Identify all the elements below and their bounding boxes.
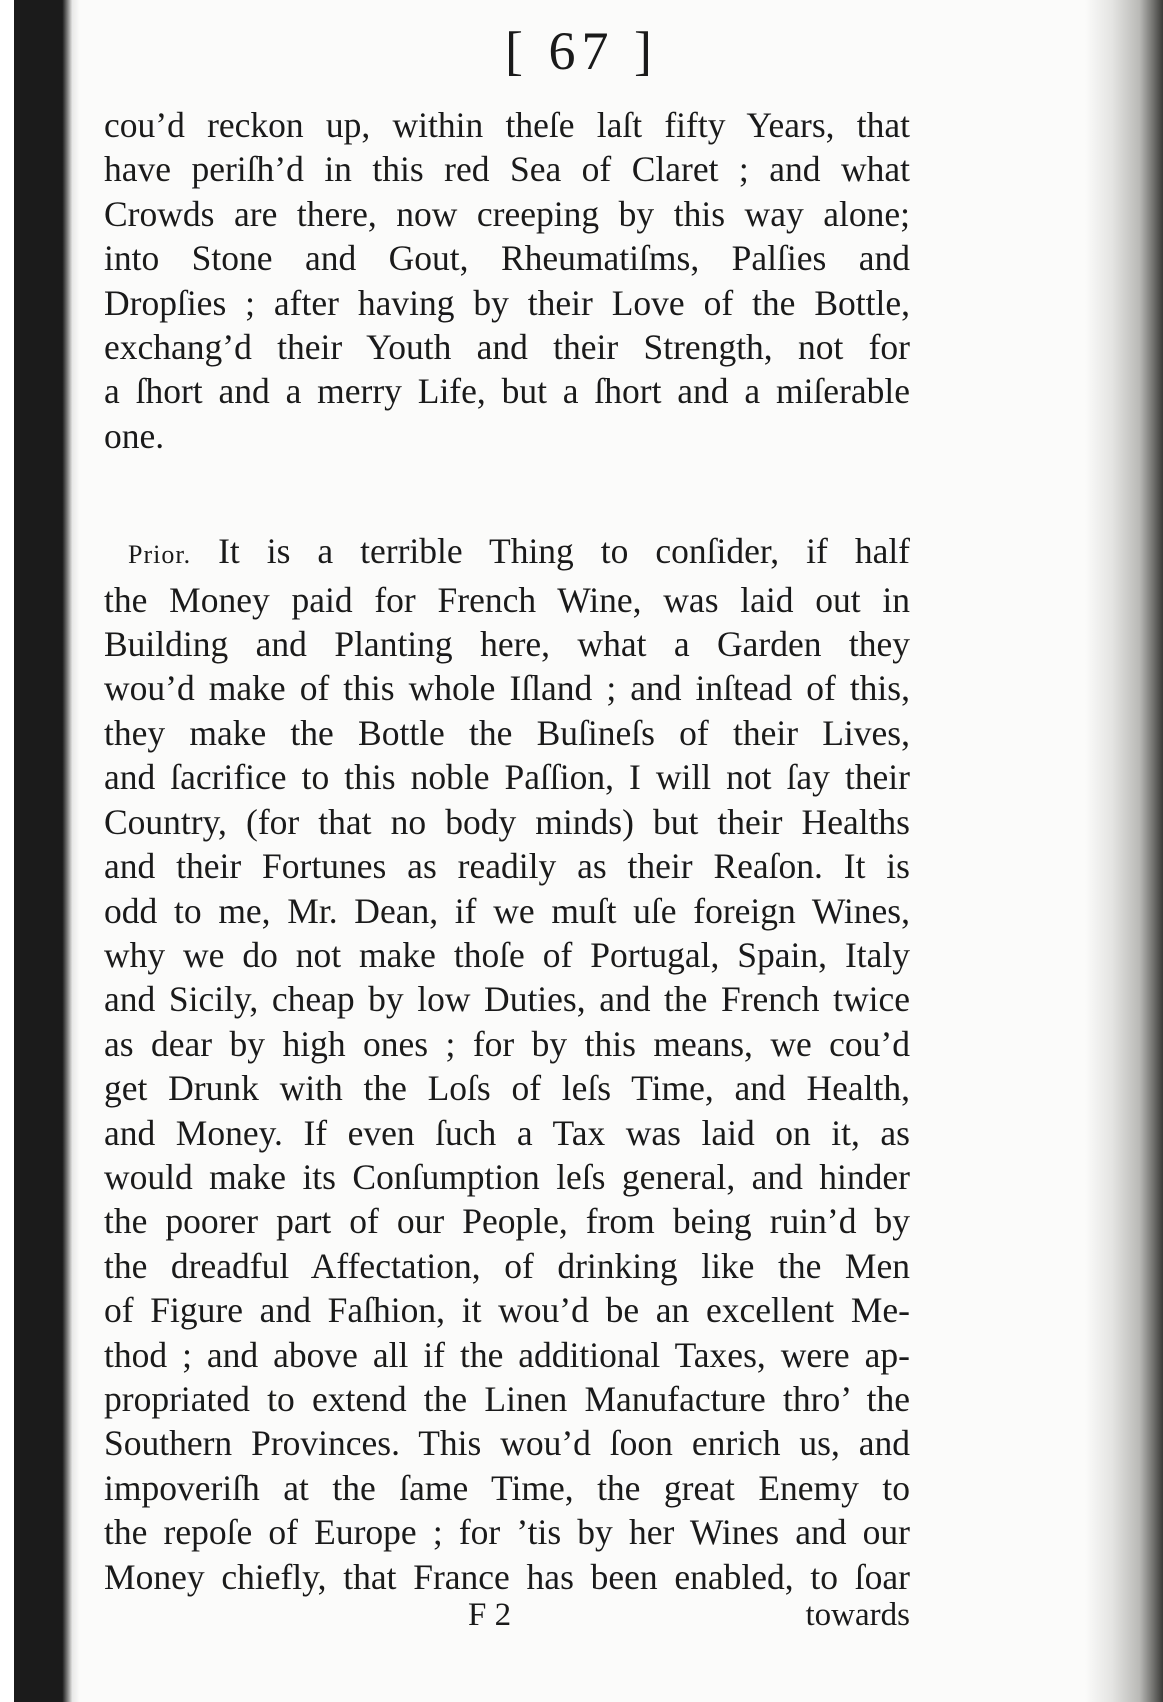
text-line-first (104, 529, 910, 577)
paragraph-1 (104, 103, 910, 458)
paragraph-2 (104, 529, 910, 1599)
binding-shadow (62, 0, 80, 1702)
text-line: impoveriſh at the ſame Time, the great Enemy to (104, 1467, 910, 1508)
paragraph-gap (104, 458, 910, 529)
text-line: and ſacrifice to this noble Paſſion, I will not ſay their (104, 757, 910, 798)
text-line: the poorer part of our People, from being ruin’d by (104, 1201, 910, 1242)
text-line: have periſh’d in this red Sea of Claret ; and what (104, 149, 910, 190)
text-line: and Sicily, cheap by low Duties, and the French twice (104, 979, 910, 1020)
text-line: propriated to extend the Linen Manufacture thro’ the (104, 1378, 910, 1419)
text-line: and their Fortunes as readily as their Reaſon. It is (104, 846, 910, 887)
text-block (104, 103, 910, 1599)
text-line: would make its Conſumption leſs general, and hinder (104, 1156, 910, 1197)
text-line: cou’d reckon up, within theſe laſt fifty Years, that (104, 105, 910, 145)
text-line: they make the Bottle the Buſineſs of their Lives, (104, 712, 910, 753)
text-line: the repoſe of Europe ; for ’tis by her Wines and our (104, 1512, 910, 1553)
catchword: towards (805, 1597, 910, 1633)
text-line: one. (104, 415, 165, 456)
text-line: Dropſies ; after having by their Love of the Bottle, (104, 282, 910, 323)
text-line: the dreadful Affectation, of drinking like the Men (104, 1245, 910, 1286)
first-line-text: It is a terrible Thing to conſider, if half (218, 531, 911, 572)
text-line: Country, (for that no body minds) but their Healths (104, 801, 910, 842)
text-line: wou’d make of this whole Iſland ; and inſtead of this, (104, 668, 910, 709)
text-line: Crowds are there, now creeping by this way alone; (104, 193, 910, 234)
text-line: the Money paid for French Wine, was laid out in (104, 579, 910, 620)
text-line: exchang’d their Youth and their Strength, not for (104, 327, 910, 368)
page-number: [ 67 ] (505, 21, 658, 81)
text-line: odd to me, Mr. Dean, if we muſt uſe foreign Wines, (104, 890, 910, 931)
text-line: a ſhort and a merry Life, but a ſhort and a miſerable (104, 371, 910, 412)
text-line: and Money. If even ſuch a Tax was laid on it, as (104, 1112, 910, 1153)
text-line: why we do not make thoſe of Portugal, Spain, Italy (104, 934, 910, 975)
text-line: as dear by high ones ; for by this means, we cou’d (104, 1023, 910, 1064)
signature-mark: F 2 (468, 1597, 512, 1633)
text-line: get Drunk with the Loſs of leſs Time, and Health, (104, 1068, 910, 1109)
speaker-name: Prior. (128, 540, 192, 570)
text-line: Building and Planting here, what a Garden they (104, 624, 910, 665)
page-footer (104, 1597, 910, 1647)
text-line: Southern Provinces. This wou’d ſoon enrich us, and (104, 1423, 910, 1464)
text-line: Money chiefly, that France has been enabled, to ſoar (104, 1556, 910, 1597)
text-line: thod ; and above all if the additional Taxes, were ap- (104, 1334, 910, 1375)
page-outer-edge (1085, 0, 1163, 1702)
text-line: into Stone and Gout, Rheumatiſms, Palſies and (104, 238, 910, 279)
text-line: of Figure and Faſhion, it wou’d be an excellent Me- (104, 1290, 910, 1331)
